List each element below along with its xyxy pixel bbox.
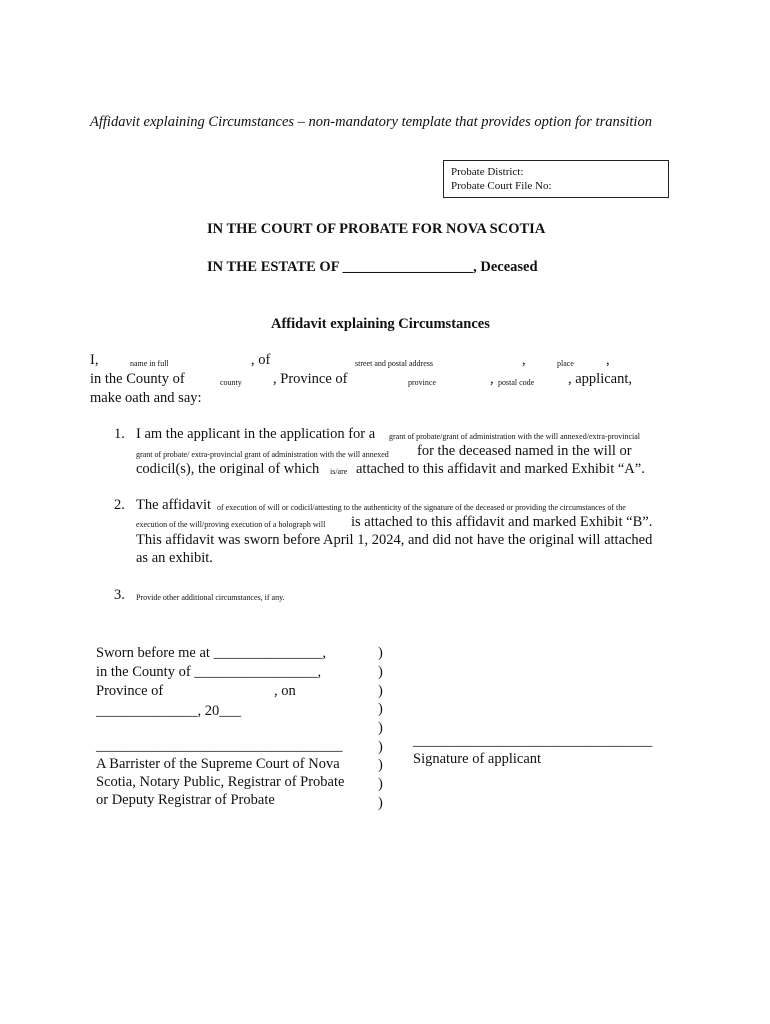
applicant-signature-line: _________________________________ xyxy=(413,733,653,749)
item-3-number: 3. xyxy=(114,587,125,603)
comma: , xyxy=(606,352,610,368)
affidavit-type-hint-cont: execution of the will/proving execution of a holograph will xyxy=(136,520,326,529)
grant-type-hint-cont: grant of probate/ extra-provincial grant of administration with the will annexed xyxy=(136,450,389,459)
paren: ) xyxy=(378,683,383,699)
place-hint: place xyxy=(557,359,574,368)
oath-text: make oath and say: xyxy=(90,390,202,406)
province-on: , on xyxy=(274,683,296,699)
commissioner-title: Scotia, Notary Public, Registrar of Probate xyxy=(96,774,345,790)
date-line: ______________, 20___ xyxy=(96,703,241,719)
address-hint: street and postal address xyxy=(355,359,433,368)
item-1-text: I am the applicant in the application for a xyxy=(136,426,376,442)
county-hint: county xyxy=(220,378,242,387)
item-1-text: for the deceased named in the will or xyxy=(417,443,632,459)
comma: , xyxy=(490,371,494,387)
is-are-hint: is/are xyxy=(330,467,348,476)
court-title: IN THE COURT OF PROBATE FOR NOVA SCOTIA xyxy=(207,221,546,237)
province-line: Province of xyxy=(96,683,164,699)
item-2-text: This affidavit was sworn before April 1, 2024, and did not have the original will attached xyxy=(136,532,653,548)
paren: ) xyxy=(378,757,383,773)
paren: ) xyxy=(378,701,383,717)
item-3-hint: Provide other additional circumstances, if any. xyxy=(136,593,285,602)
applicant-text: , applicant, xyxy=(568,371,633,387)
item-2-text: The affidavit xyxy=(136,497,212,513)
county-prefix: in the County of xyxy=(90,371,185,387)
item-1-text: codicil(s), the original of which xyxy=(136,461,320,477)
affidavit-type-hint: of execution of will or codicil/attesting to the authenticity of the signature of the deceased or providing the circumstances of the xyxy=(217,503,626,512)
item-1-text: attached to this affidavit and marked Exhibit “A”. xyxy=(356,461,645,477)
item-1-number: 1. xyxy=(114,426,125,442)
province-hint: province xyxy=(408,378,436,387)
county-line: in the County of _________________, xyxy=(96,664,322,680)
intro-i: I, xyxy=(90,352,99,368)
item-2-text: as an exhibit. xyxy=(136,550,213,566)
intro-of: , of xyxy=(251,352,271,368)
sworn-line: Sworn before me at _______________, xyxy=(96,645,326,661)
commissioner-title: A Barrister of the Supreme Court of Nova xyxy=(96,756,340,772)
name-hint: name in full xyxy=(130,359,169,368)
paren: ) xyxy=(378,720,383,736)
item-2-number: 2. xyxy=(114,497,125,513)
template-note: Affidavit explaining Circumstances – non-mandatory template that provides option for transition xyxy=(90,114,652,130)
postal-code-hint: postal code xyxy=(498,378,535,387)
paren: ) xyxy=(378,645,383,661)
court-file-box xyxy=(443,160,669,198)
paren: ) xyxy=(378,664,383,680)
court-file-no-label: Probate Court File No: xyxy=(451,180,552,192)
province-prefix: , Province of xyxy=(273,371,348,387)
paren: ) xyxy=(378,776,383,792)
probate-district-label: Probate District: xyxy=(451,166,524,178)
signature-label: Signature of applicant xyxy=(413,751,542,767)
grant-type-hint: grant of probate/grant of administration with the will annexed/extra-provincial xyxy=(389,432,641,441)
commissioner-title: or Deputy Registrar of Probate xyxy=(96,792,275,808)
paren: ) xyxy=(378,739,383,755)
item-2-text: is attached to this affidavit and marked Exhibit “B”. xyxy=(351,514,653,530)
estate-title: IN THE ESTATE OF __________________, Deceased xyxy=(207,259,538,275)
comma: , xyxy=(522,352,526,368)
paren: ) xyxy=(378,795,383,811)
document-title: Affidavit explaining Circumstances xyxy=(271,316,490,332)
commissioner-signature-line: __________________________________ xyxy=(96,738,343,754)
